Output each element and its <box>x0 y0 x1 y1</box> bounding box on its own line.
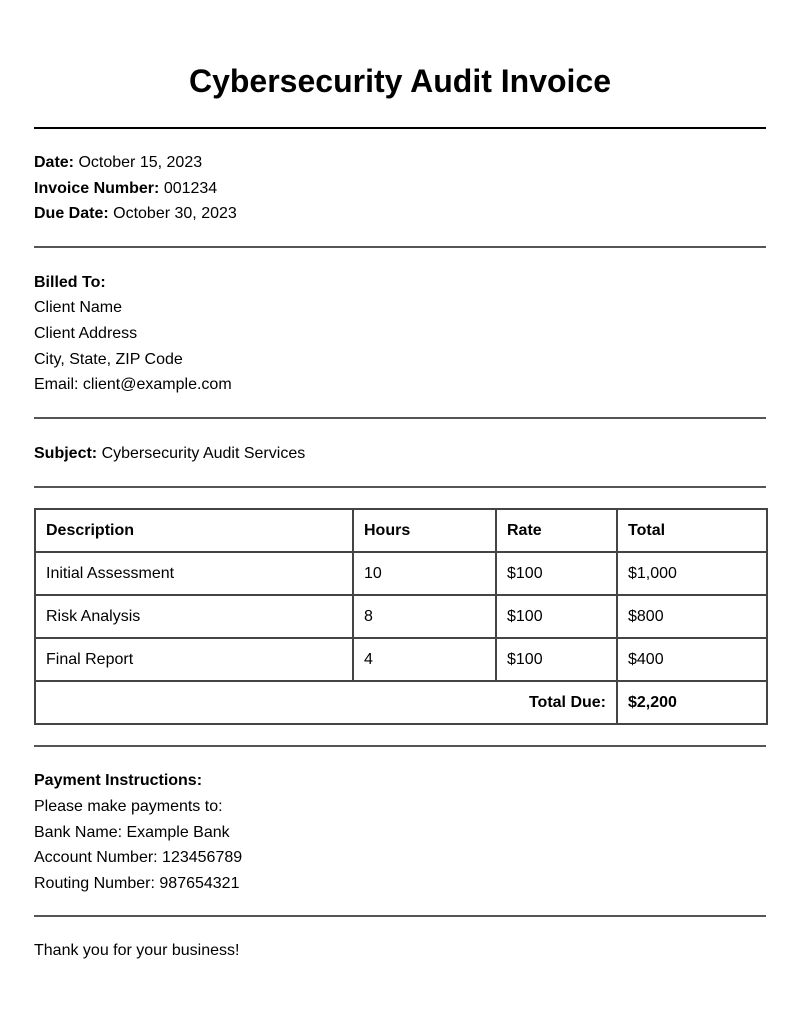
date-label: Date: <box>34 154 75 171</box>
invoice-title: Cybersecurity Audit Invoice <box>188 63 612 99</box>
due-date-label: Due Date: <box>34 205 109 223</box>
client-name: Client Name <box>34 299 123 317</box>
table-row <box>35 595 767 638</box>
column-header-hours: Hours <box>353 509 496 552</box>
payment-line-intro: Please make payments to: <box>34 797 223 815</box>
column-header-total: Total <box>617 509 767 552</box>
subject-section <box>34 419 766 467</box>
cell-total: $1,000 <box>617 552 767 595</box>
total-due-value: $2,200 <box>617 681 767 724</box>
subject-value: Cybersecurity Audit Services <box>101 444 306 462</box>
invoice-number-line <box>34 176 766 202</box>
subject-line <box>34 441 766 467</box>
total-due-label: Total Due: <box>35 681 617 724</box>
billed-to-section <box>34 248 766 398</box>
line-items-table <box>34 508 768 725</box>
thank-you-note: Thank you for your business! <box>34 942 240 960</box>
cell-total: $400 <box>617 638 767 681</box>
client-city-state-zip: City, State, ZIP Code <box>34 350 183 368</box>
subject-label: Subject: <box>34 444 98 462</box>
cell-hours: 4 <box>353 638 496 681</box>
payment-heading: Payment Instructions: <box>34 772 203 790</box>
column-header-rate: Rate <box>496 509 617 552</box>
cell-rate: $100 <box>496 595 617 638</box>
cell-total: $800 <box>617 595 767 638</box>
invoice-number-value: 001234 <box>163 179 218 197</box>
table-row <box>35 638 767 681</box>
payment-line-account-number: Account Number: 123456789 <box>34 849 243 867</box>
invoice-page <box>34 0 766 964</box>
table-row <box>35 552 767 595</box>
total-due-row <box>35 681 767 724</box>
cell-description: Final Report <box>35 638 353 681</box>
invoice-meta-section <box>34 129 766 227</box>
cell-hours: 10 <box>353 552 496 595</box>
due-date-value: October 30, 2023 <box>113 205 237 223</box>
cell-description: Risk Analysis <box>35 595 353 638</box>
due-date-line <box>34 201 766 227</box>
footer-section <box>34 917 766 964</box>
cell-rate: $100 <box>496 552 617 595</box>
date-value: October 15, 2023 <box>78 154 203 171</box>
invoice-number-label: Invoice Number: <box>34 179 160 197</box>
table-header-row <box>35 509 767 552</box>
payment-line-routing-number: Routing Number: 987654321 <box>34 874 240 892</box>
payment-instructions-section <box>34 747 766 896</box>
column-header-description: Description <box>35 509 353 552</box>
payment-line-bank-name: Bank Name: Example Bank <box>34 823 230 841</box>
cell-description: Initial Assessment <box>35 552 353 595</box>
cell-rate: $100 <box>496 638 617 681</box>
client-email: Email: client@example.com <box>34 376 232 394</box>
date-line <box>34 150 766 176</box>
cell-hours: 8 <box>353 595 496 638</box>
billed-to-heading: Billed To: <box>34 273 106 291</box>
client-address: Client Address <box>34 324 138 342</box>
